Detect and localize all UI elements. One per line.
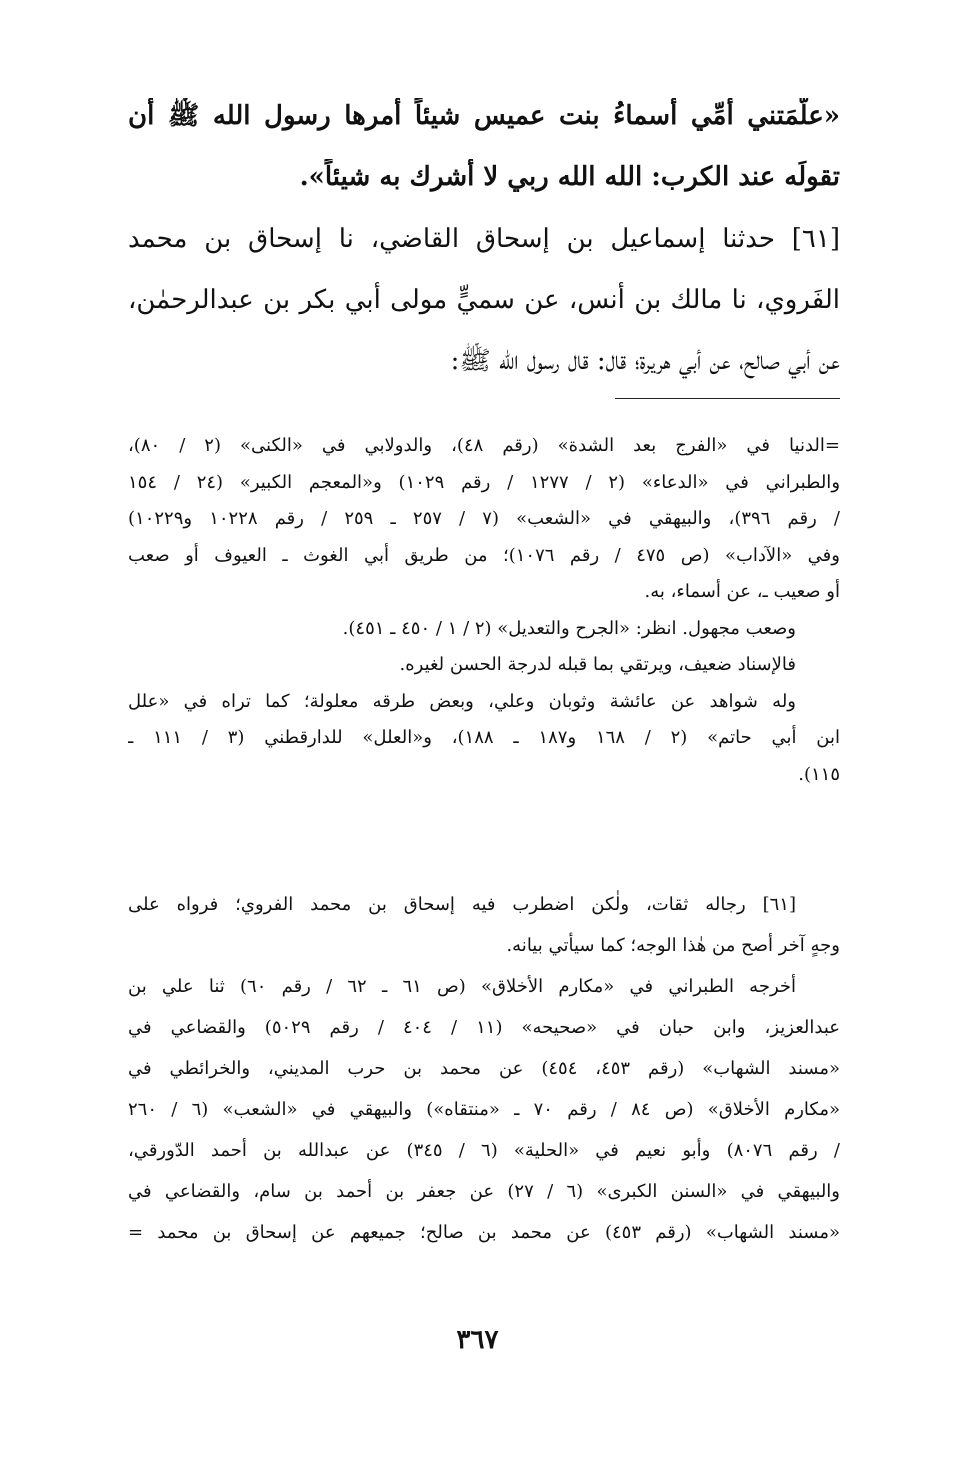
footnote-separator (615, 398, 840, 399)
footnote-line: وجهٍ آخر أصح من هٰذا الوجه؛ كما سيأتي بيانه. (506, 935, 840, 956)
text-line: [٦١] حدثنا إسماعيل بن إسحاق القاضي، نا إسحاق بن محمد (128, 224, 840, 254)
hadith-61 (128, 221, 840, 404)
footnote-line: ١١٥). (798, 763, 840, 785)
footnote-line: «مسند الشهاب» (رقم ٤٥٣، ٤٥٤) عن محمد بن حرب المديني، والخرائطي في (128, 1058, 840, 1079)
footnote-line: وفي «الآداب» (ص ٤٧٥ / رقم ١٠٧٦)؛ من طريق أبي الغوث ـ العيوف أو صعب (128, 544, 840, 566)
footnote-line: / رقم ٣٩٦)، والبيهقي في «الشعب» (٧ / ٢٥٧ ـ ٢٥٩ / رقم ١٠٢٢٨ و١٠٢٢٩) (128, 508, 840, 529)
footnote-continued (128, 428, 840, 793)
text-line: «علَّمَتني أمِّي أسماءُ بنت عميس شيئاً أمرها رسول الله ﷺ أن (128, 101, 840, 131)
footnote-line: عبدالعزيز، وابن حبان في «صحيحه» (١١ / ٤٠٤ / رقم ٥٠٢٩) والقضاعي في (128, 1017, 840, 1038)
footnote-line: =الدنيا في «الفرج بعد الشدة» (رقم ٤٨)، والدولابي في «الكنى» (٢ / ٨٠)، (128, 435, 840, 456)
text-line: عن أبي صالح، عن أبي هريرة؛ قال: قال رسول الله ﷺ: (450, 346, 840, 376)
footnote-line: أو صعيب ـ، عن أسماء، به. (644, 581, 840, 602)
footnote-line: «مسند الشهاب» (رقم ٤٥٣) عن محمد بن صالح؛ جميعهم عن إسحاق بن محمد = (128, 1222, 840, 1243)
page-number: ٣٦٧ (456, 1325, 499, 1355)
footnote-line: وله شواهد عن عائشة وثوبان وعلي، وبعض طرقه معلولة؛ كما تراه في «علل (128, 690, 796, 712)
text-line: تقولَه عند الكرب: الله الله ربي لا أشرك به شيئاً». (299, 162, 840, 192)
footnote-line: ابن أبي حاتم» (٢ / ١٦٨ و١٨٧ ـ ١٨٨)، و«العلل» للدارقطني (٣ / ١١١ ـ (128, 727, 840, 748)
footnote-line: والبيهقي في «السنن الكبرى» (٦ / ٢٧) عن جعفر بن أحمد بن سام، والقضاعي في (128, 1181, 840, 1202)
footnote-line: وصعب مجهول. انظر: «الجرح والتعديل» (٢ / ١ / ٤٥٠ ـ ٤٥١). (342, 617, 796, 639)
hadith-quote (128, 98, 840, 220)
footnote-line: والطبراني في «الدعاء» (٢ / ١٢٧٧ / رقم ١٠٢٩) و«المعجم الكبير» (٢٤ / ١٥٤ (128, 471, 840, 493)
footnote-line: فالإسناد ضعيف، ويرتقي بما قبله لدرجة الحسن لغيره. (399, 654, 796, 675)
text-line: الفَروي، نا مالك بن أنس، عن سميٍّ مولى أبي بكر بن عبدالرحمٰن، (128, 285, 840, 315)
footnote-61 (128, 884, 840, 1253)
footnote-line: أخرجه الطبراني في «مكارم الأخلاق» (ص ٦١ ـ ٦٢ / رقم ٦٠) ثنا علي بن (128, 976, 797, 997)
footnote-line: [٦١] رجاله ثقات، ولٰكن اضطرب فيه إسحاق بن محمد الفروي؛ فرواه على (128, 894, 796, 915)
footnote-line: «مكارم الأخلاق» (ص ٨٤ / رقم ٧٠ ـ «منتقاه») والبيهقي في «الشعب» (٦ / ٢٦٠ (128, 1099, 840, 1120)
footnote-line: / رقم ٨٠٧٦) وأبو نعيم في «الحلية» (٦ / ٣٤٥) عن عبدالله بن أحمد الدّورقي، (128, 1140, 840, 1161)
